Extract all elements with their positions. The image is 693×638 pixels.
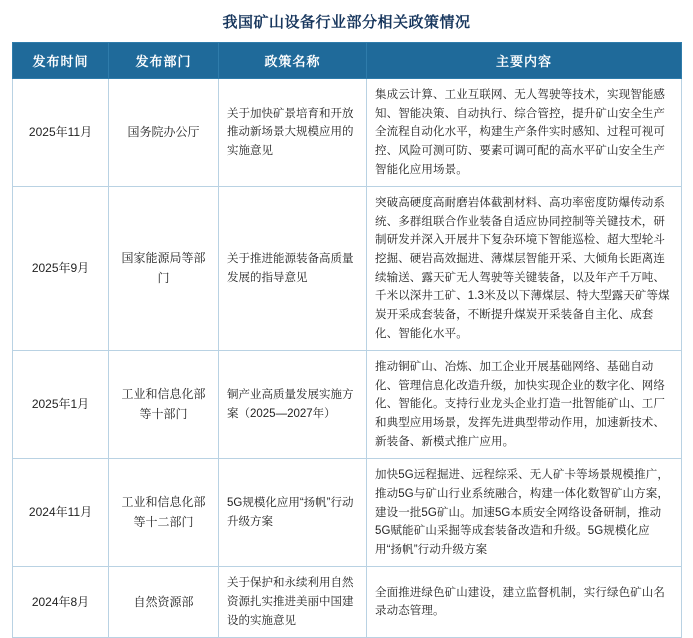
cell-main-content: 加快5G远程掘进、远程综采、无人矿卡等场景规模推广，推动5G与矿山行业系统融合，构建一体化数智矿山方案，建设一批5G矿山。加速5G本质安全网络设备研制，推动5G赋能矿山采掘等成套装备改造和升级。5G规模化应用“扬帆”行动升级方案 bbox=[367, 459, 682, 567]
column-header-policy-name: 政策名称 bbox=[219, 43, 367, 79]
column-header-department: 发布部门 bbox=[109, 43, 219, 79]
cell-main-content: 突破高硬度高耐磨岩体截割材料、高功率密度防爆传动系统、多群组联合作业装备自适应协同控制等关键技术，研制研发并深入开展井下复杂环境下智能巡检、超大型轮斗挖掘、硬岩高效掘进、薄煤层智能开采、大倾角长距离连续输送、露天矿无人驾驶等关键装备，以及年产千万吨、千米以深井工矿、1.3米及以下薄煤层、特大型露天矿等煤炭开采成套装备，不断提升煤炭开采装备自主化、成套化、智能化水平。 bbox=[367, 187, 682, 351]
cell-policy-name: 关于保护和永续利用自然资源扎实推进美丽中国建设的实施意见 bbox=[219, 567, 367, 638]
cell-main-content: 全面推进绿色矿山建设，建立监督机制，实行绿色矿山名录动态管理。 bbox=[367, 567, 682, 638]
table-row bbox=[13, 351, 682, 459]
cell-department: 自然资源部 bbox=[109, 567, 219, 638]
cell-policy-name: 5G规模化应用“扬帆”行动升级方案 bbox=[219, 459, 367, 567]
table-header bbox=[13, 43, 682, 79]
cell-policy-name: 关于推进能源装备高质量发展的指导意见 bbox=[219, 187, 367, 351]
cell-department: 工业和信息化部等十二部门 bbox=[109, 459, 219, 567]
cell-date: 2025年11月 bbox=[13, 79, 109, 187]
page-title: 我国矿山设备行业部分相关政策情况 bbox=[222, 14, 471, 31]
policy-table bbox=[12, 42, 682, 638]
cell-policy-name: 铜产业高质量发展实施方案（2025—2027年） bbox=[219, 351, 367, 459]
table-row bbox=[13, 187, 682, 351]
table-row bbox=[13, 459, 682, 567]
column-header-main-content: 主要内容 bbox=[367, 43, 682, 79]
cell-policy-name: 关于加快矿景培育和开放推动新场景大规模应用的实施意见 bbox=[219, 79, 367, 187]
cell-department: 工业和信息化部等十部门 bbox=[109, 351, 219, 459]
cell-date: 2024年11月 bbox=[13, 459, 109, 567]
cell-department: 国务院办公厅 bbox=[109, 79, 219, 187]
table-header-row bbox=[13, 43, 682, 79]
cell-department: 国家能源局等部门 bbox=[109, 187, 219, 351]
cell-main-content: 集成云计算、工业互联网、无人驾驶等技术，实现智能感知、智能决策、自动执行、综合管控，提升矿山安全生产全流程自动化水平，构建生产条件实时感知、过程可视可控、风险可测可防、要素可调可配的高水平矿山安全生产智能化应用场景。 bbox=[367, 79, 682, 187]
cell-date: 2025年9月 bbox=[13, 187, 109, 351]
table-row bbox=[13, 567, 682, 638]
cell-date: 2024年8月 bbox=[13, 567, 109, 638]
table-body bbox=[13, 79, 682, 638]
cell-main-content: 推动铜矿山、冶炼、加工企业开展基础网络、基础自动化、管理信息化改造升级，加快实现企业的数字化、网络化、智能化。支持行业龙头企业打造一批智能矿山、工厂和典型应用场景，发挥先进典型带动作用，加速新技术、新装备、新模式推广应用。 bbox=[367, 351, 682, 459]
cell-date: 2025年1月 bbox=[13, 351, 109, 459]
column-header-date: 发布时间 bbox=[13, 43, 109, 79]
table-row bbox=[13, 79, 682, 187]
